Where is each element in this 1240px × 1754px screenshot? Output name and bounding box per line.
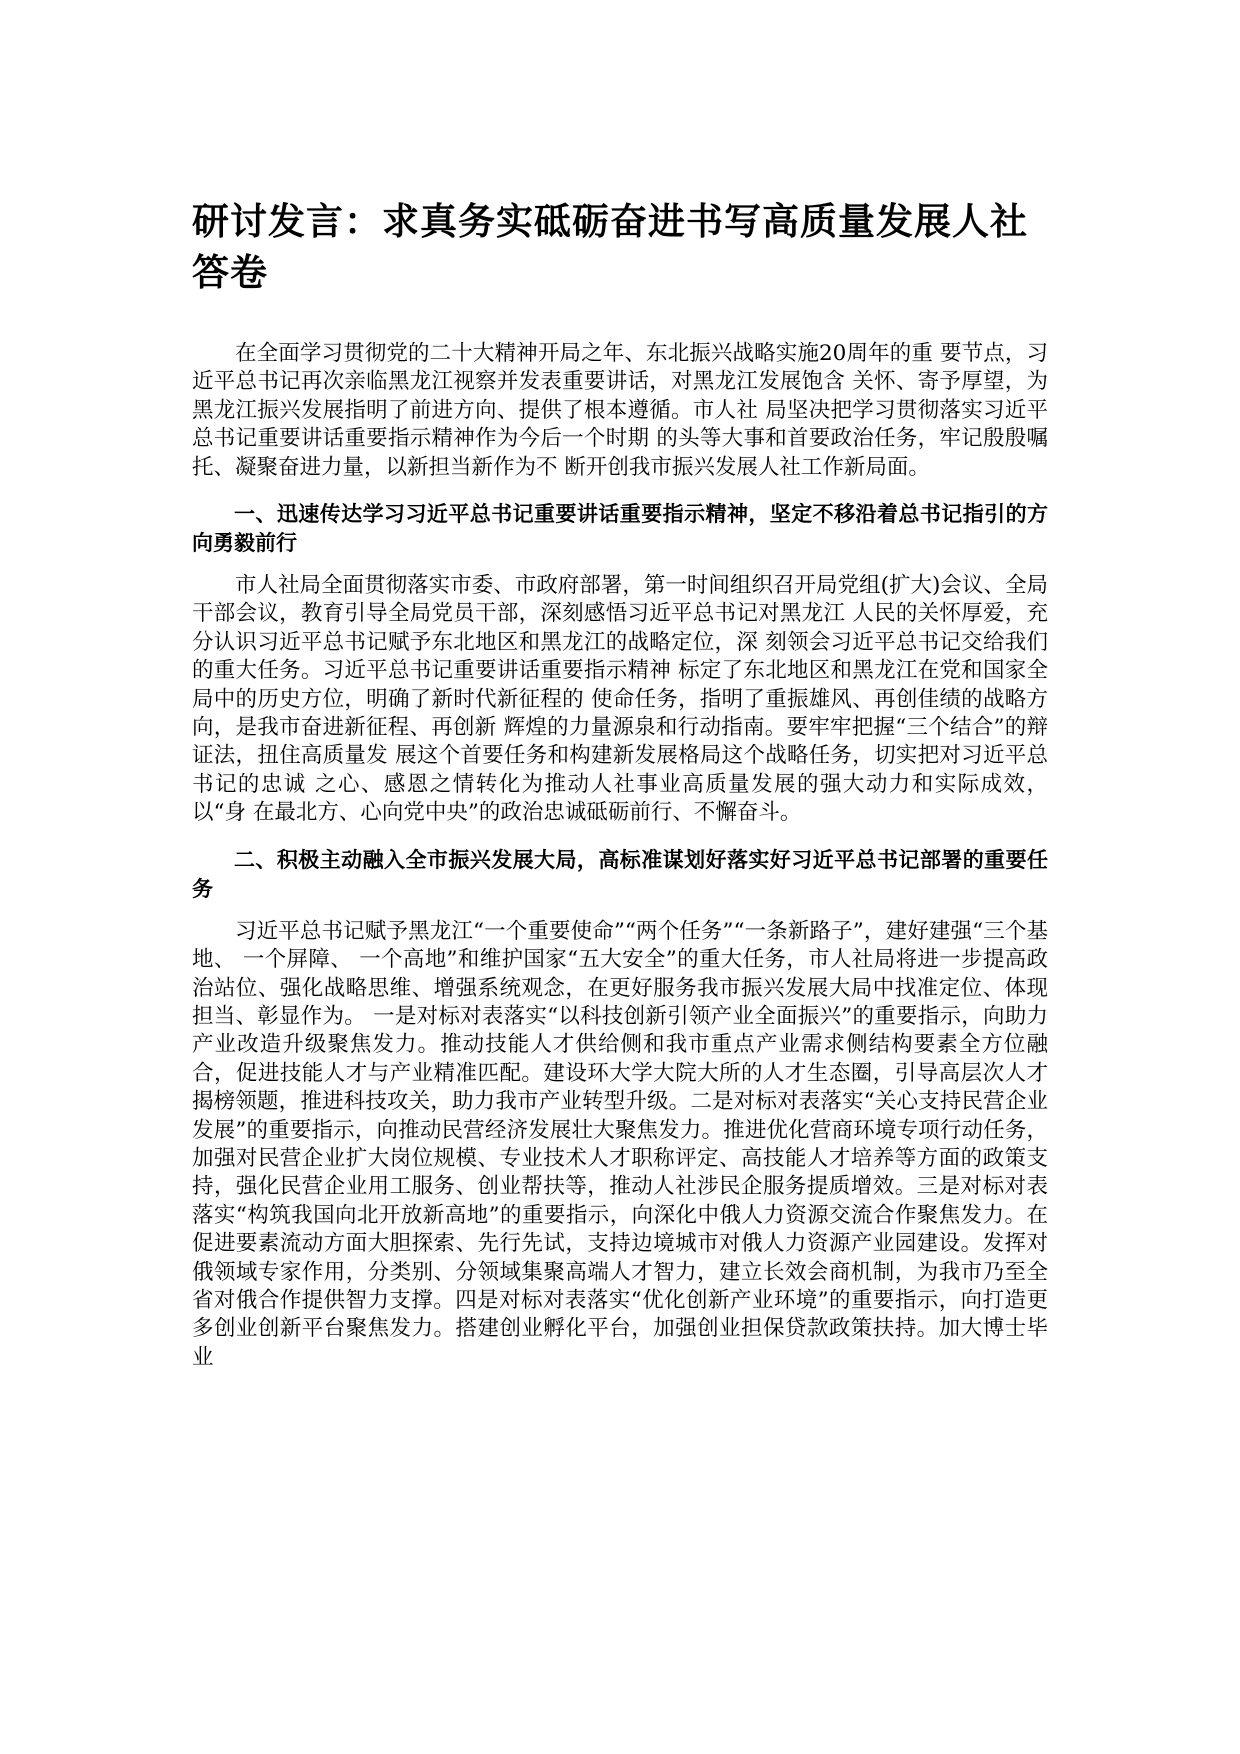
document-title: 研讨发言：求真务实砥砺奋进书写高质量发展人社答卷: [192, 200, 1028, 294]
intro-paragraph: 在全面学习贯彻党的二十大精神开局之年、东北振兴战略实施20周年的重 要节点，习近平总书记再次亲临黑龙江视察并发表重要讲话，对黑龙江发展饱含 关怀、寄予厚望，为黑龙江振兴发展指明了前进方向、提供了根本遵循。市人社 局坚决把学习贯彻落实习近平总书记重要讲话重要指示精神作为今后一个时期 的头等大事和首要政治任务，牢记殷殷嘱托、凝聚奋进力量，以新担当新作为不 断开创我市振兴发展人社工作新局面。: [192, 341, 1048, 480]
section-1-heading: 一、迅速传达学习习近平总书记重要讲话重要指示精神，坚定不移沿着总书记指引的方向勇毅前行: [192, 502, 1048, 556]
section-1-body: 市人社局全面贯彻落实市委、市政府部署，第一时间组织召开局党组(扩大)会议、全局干部会议，教育引导全局党员干部，深刻感悟习近平总书记对黑龙江 人民的关怀厚爱，充分认识习近平总书记赋予东北地区和黑龙江的战略定位，深 刻领会习近平总书记交给我们的重大任务。习近平总书记重要讲话重要指示精神 标定了东北地区和黑龙江在党和国家全局中的历史方位，明确了新时代新征程的 使命任务，指明了重振雄风、再创佳绩的战略方向，是我市奋进新征程、再创新 辉煌的力量源泉和行动指南。要牢牢把握“三个结合”的辩证法，扭住高质量发 展这个首要任务和构建新发展格局这个战略任务，切实把对习近平总书记的忠诚 之心、感恩之情转化为推动人社事业高质量发展的强大动力和实际成效，以“身 在最北方、心向党中央”的政治忠诚砥砺前行、不懈奋斗。: [192, 573, 1048, 826]
document-page: [192, 196, 1048, 1390]
section-2-heading: 二、积极主动融入全市振兴发展大局，高标准谋划好落实好习近平总书记部署的重要任务: [192, 847, 1048, 901]
section-2-body: 习近平总书记赋予黑龙江“一个重要使命”“两个任务”“一条新路子”，建好建强“三个基地、 一个屏障、 一个高地”和维护国家“五大安全”的重大任务，市人社局将进一步提高政治站位、强化战略思维、增强系统观念，在更好服务我市振兴发展大局中找准定位、体现担当、彰显作为。 一是对标对表落实“以科技创新引领产业全面振兴”的重要指示，向助力产业改造升级聚焦发力。推动技能人才供给侧和我市重点产业需求侧结构要素全方位融合，促进技能人才与产业精准匹配。建设环大学大院大所的人才生态圈，引导高层次人才揭榜领题，推进科技攻关，助力我市产业转型升级。二是对标对表落实“关心支持民营企业发展”的重要指示，向推动民营经济发展壮大聚焦发力。推进优化营商环境专项行动任务，加强对民营企业扩大岗位规模、专业技术人才职称评定、高技能人才培养等方面的政策支持，强化民营企业用工服务、创业帮扶等，推动人社涉民企服务提质增效。三是对标对表落实“构筑我国向北开放新高地”的重要指示，向深化中俄人力资源交流合作聚焦发力。在促进要素流动方面大胆探索、先行先试，支持边境城市对俄人力资源产业园建设。发挥对俄领域专家作用，分类别、分领域集聚高端人才智力，建立长效会商机制，为我市乃至全省对俄合作提供智力支撑。四是对标对表落实“优化创新产业环境”的重要指示，向打造更多创业创新平台聚焦发力。搭建创业孵化平台，加强创业担保贷款政策扶持。加大博士毕业: [192, 918, 1048, 1370]
